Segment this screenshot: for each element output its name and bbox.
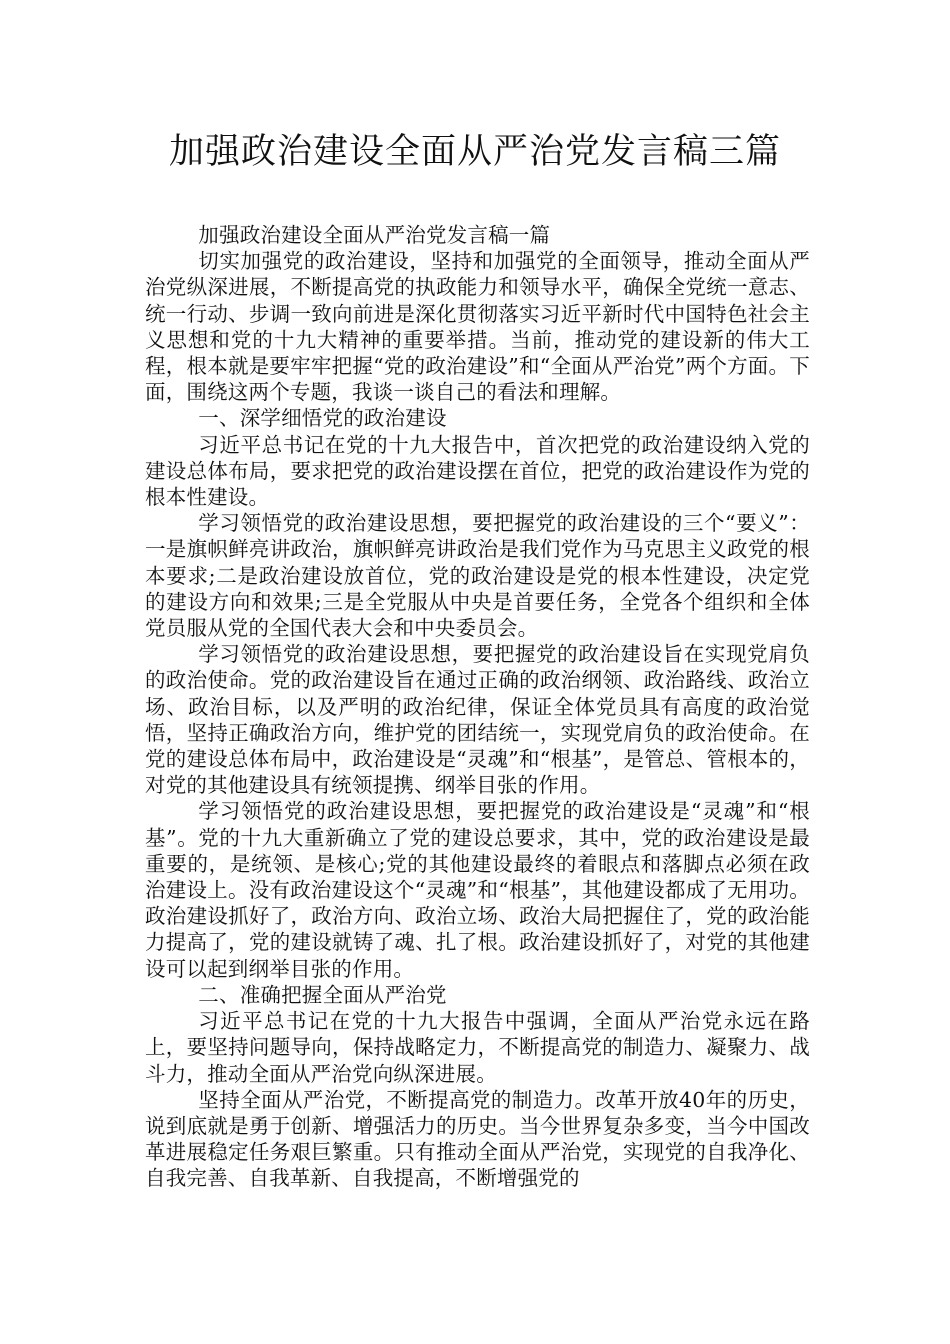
body-paragraph: 习近平总书记在党的十九大报告中强调，全面从严治党永远在路上，要坚持问题导向，保持战略定力，不断提高党的制造力、凝聚力、战斗力，推动全面从严治党向纵深进展。 — [145, 1009, 810, 1086]
subtitle-paragraph: 加强政治建设全面从严治党发言稿一篇 — [198, 223, 551, 247]
body-paragraph: 切实加强党的政治建设，坚持和加强党的全面领导，推动全面从严治党纵深进展，不断提高党的执政能力和领导水平，确保全党统一意志、统一行动、步调一致向前进是深化贯彻落实习近平新时代中国特色社会主义思想和党的十九大精神的重要举措。当前，推动党的建设新的伟大工程，根本就是要牢牢把握“党的政治建设”和“全面从严治党”两个方面。下面，围绕这两个专题，我谈一谈自己的看法和理解。 — [145, 249, 810, 405]
section-heading: 二、准确把握全面从严治党 — [198, 982, 447, 1007]
body-paragraph: 习近平总书记在党的十九大报告中，首次把党的政治建设纳入党的建设总体布局，要求把党的政治建设摆在首位，把党的政治建设作为党的根本性建设。 — [145, 432, 810, 510]
document-title: 加强政治建设全面从严治党发言稿三篇 — [168, 132, 781, 172]
document-body — [145, 222, 810, 1192]
section-heading: 一、深学细悟党的政治建设 — [198, 406, 447, 431]
body-paragraph: 坚持全面从严治党，不断提高党的制造力。改革开放40年的历史，说到底就是勇于创新、增强活力的历史。当今世界复杂多变，当今中国改革进展稳定任务艰巨繁重。只有推动全面从严治党，实现党的自我净化、自我完善、自我革新、自我提高，不断增强党的 — [145, 1087, 810, 1191]
body-paragraph: 学习领悟党的政治建设思想，要把握党的政治建设旨在实现党肩负的政治使命。党的政治建设旨在通过正确的政治纲领、政治路线、政治立场、政治目标，以及严明的政治纪律，保证全体党员具有高度的政治觉悟，坚持正确政治方向，维护党的团结统一，实现党肩负的政治使命。在党的建设总体布局中，政治建设是“灵魂”和“根基”，是管总、管根本的，对党的其他建设具有统领提携、纲举目张的作用。 — [145, 642, 810, 798]
body-paragraph: 学习领悟党的政治建设思想，要把握党的政治建设是“灵魂”和“根基”。党的十九大重新确立了党的建设总要求，其中，党的政治建设是最重要的，是统领、是核心;党的其他建设最终的着眼点和落脚点必须在政治建设上。没有政治建设这个“灵魂”和“根基”，其他建设都成了无用功。政治建设抓好了，政治方向、政治立场、政治大局把握住了，党的政治能力提高了，党的建设就铸了魂、扎了根。政治建设抓好了，对党的其他建设可以起到纲举目张的作用。 — [145, 799, 810, 981]
body-paragraph: 学习领悟党的政治建设思想，要把握党的政治建设的三个“要义”：一是旗帜鲜亮讲政治，旗帜鲜亮讲政治是我们党作为马克思主义政党的根本要求;二是政治建设放首位，党的政治建设是党的根本性建设，决定党的建设方向和效果;三是全党服从中央是首要任务，全党各个组织和全体党员服从党的全国代表大会和中央委员会。 — [145, 511, 810, 641]
